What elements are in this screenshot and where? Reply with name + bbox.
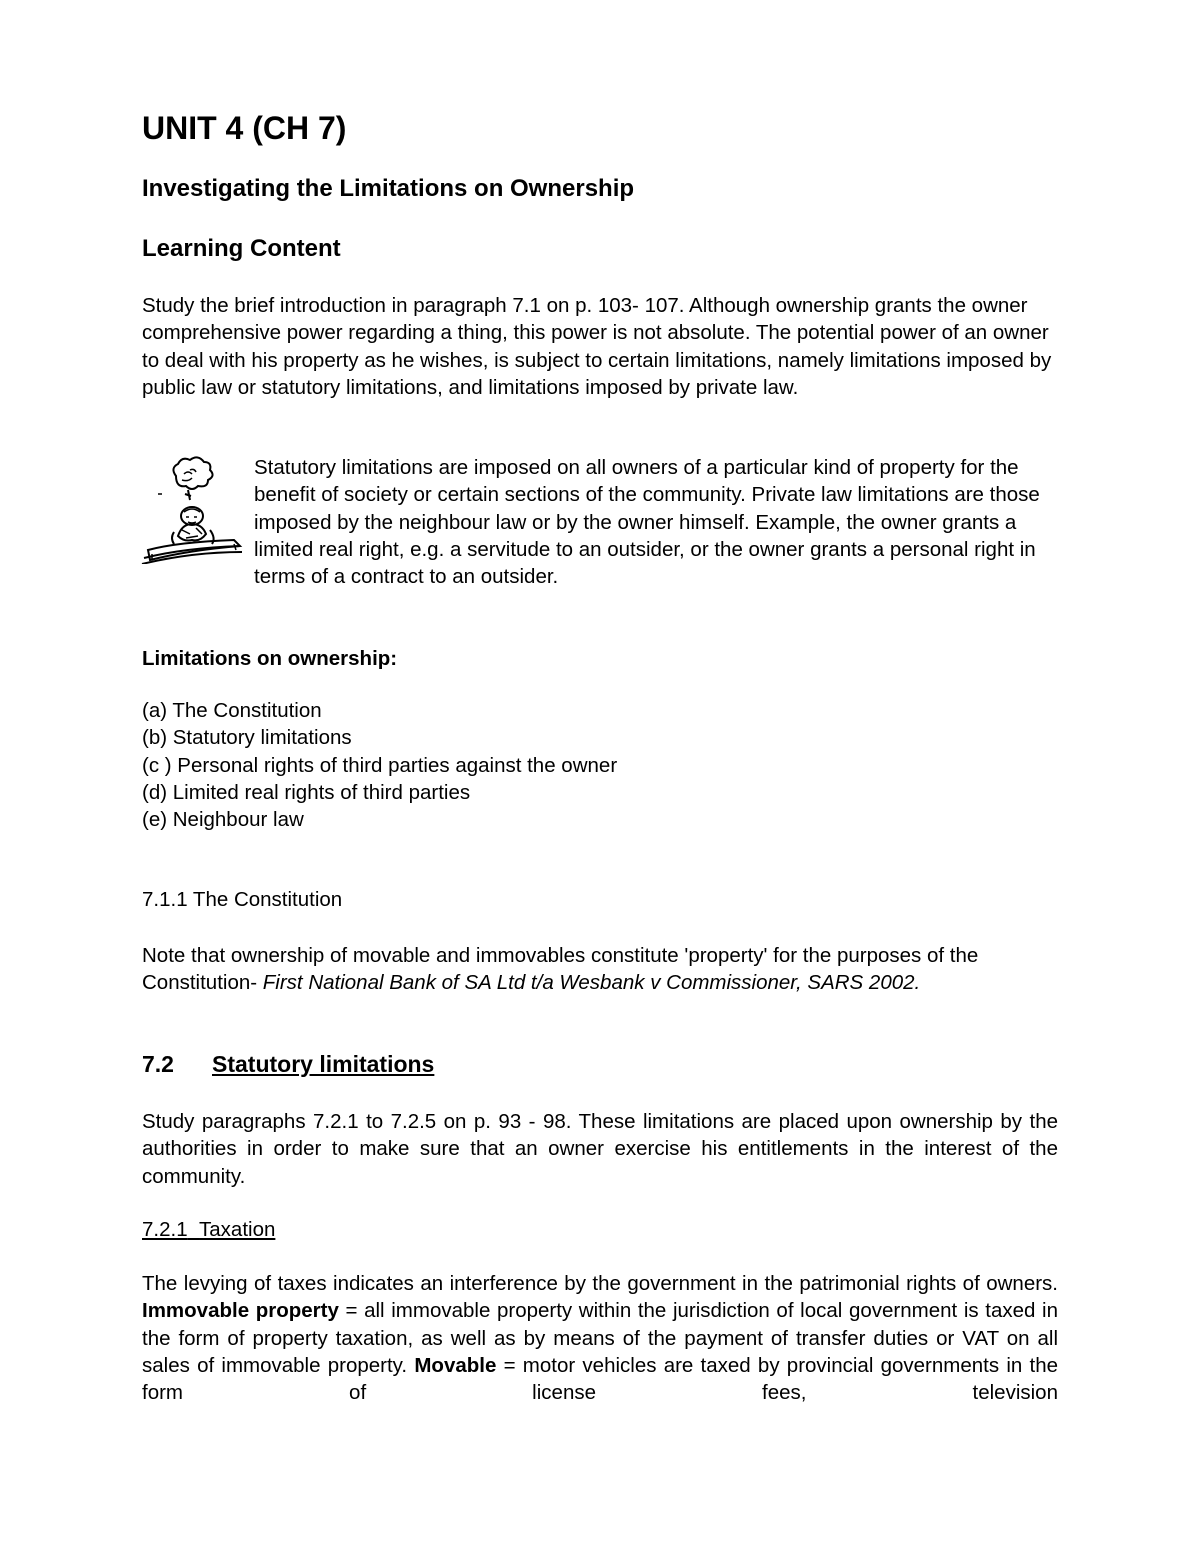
section-721-number: 7.2.1 [142, 1218, 188, 1241]
taxation-paragraph [142, 1270, 1058, 1406]
section-72-heading [142, 1050, 434, 1078]
list-item: (c ) Personal rights of third parties against the owner [142, 753, 618, 777]
limitations-heading: Limitations on ownership: [142, 647, 398, 670]
movable-term: Movable [414, 1353, 497, 1377]
taxation-text-1: The levying of taxes indicates an interference by the government in the patrimonial rights of owners. [142, 1272, 1058, 1295]
taxation-text-3: = motor vehicles are taxed by provincial governments in the form of license fees, television [142, 1353, 1059, 1405]
statutory-paragraph: Statutory limitations are imposed on all owners of a particular kind of property for the benefit of society or certain sections of the community. Private law limitations are those imposed by the neighbour law or by the owner himself. Example, the owner grants a limited real right, e.g. a servitude to an outsider, or the owner grants a personal right in terms of a contract to an outsider. [254, 456, 1040, 589]
thinking-person-icon [138, 454, 246, 564]
immovable-property-term: Immovable property [142, 1299, 339, 1323]
list-item: (a) The Constitution [142, 699, 322, 722]
intro-paragraph: Study the brief introduction in paragraph 7.1 on p. 103- 107. Although ownership grants the owner comprehensive power regarding a thing, this power is not absolute. The potential power of an owner to deal with his property as he wishes, is subject to certain limitations, namely limitations imposed by public law or statutory limitations, and limitations imposed by private law. [142, 294, 1052, 399]
section-721-title: Taxation [199, 1218, 276, 1241]
statutory-block [142, 454, 1058, 590]
constitution-note-text: Note that ownership of movable and immovables constitute 'property' for the purposes of the Constitution- [142, 944, 979, 995]
subtitle: Investigating the Limitations on Ownership [142, 175, 635, 202]
case-citation: First National Bank of SA Ltd t/a Wesbank v Commissioner, SARS 2002. [262, 971, 921, 995]
taxation-text-2: = all immovable property within the jurisdiction of local government is taxed in the form of property taxation, as well as by means of the payment of transfer duties or VAT on all sales of immovable property. [142, 1299, 1058, 1377]
list-item: (b) Statutory limitations [142, 726, 352, 750]
section-72-title: Statutory limitations [212, 1051, 435, 1077]
limitations-list [142, 697, 617, 833]
list-item: (e) Neighbour law [142, 808, 304, 832]
section-72-paragraph: Study paragraphs 7.2.1 to 7.2.5 on p. 93 - 98. These limitations are placed upon ownership by the authorities in order to make sure that an owner exercise his entitlements in the interest of the community. [142, 1110, 1058, 1188]
section-711-title: 7.1.1 The Constitution [142, 888, 343, 911]
list-item: (d) Limited real rights of third parties [142, 780, 471, 804]
constitution-note [142, 942, 1058, 997]
learning-content-heading: Learning Content [142, 235, 341, 262]
section-72-number: 7.2 [142, 1051, 174, 1077]
unit-title: UNIT 4 (CH 7) [142, 110, 347, 146]
section-721-heading [142, 1216, 275, 1243]
